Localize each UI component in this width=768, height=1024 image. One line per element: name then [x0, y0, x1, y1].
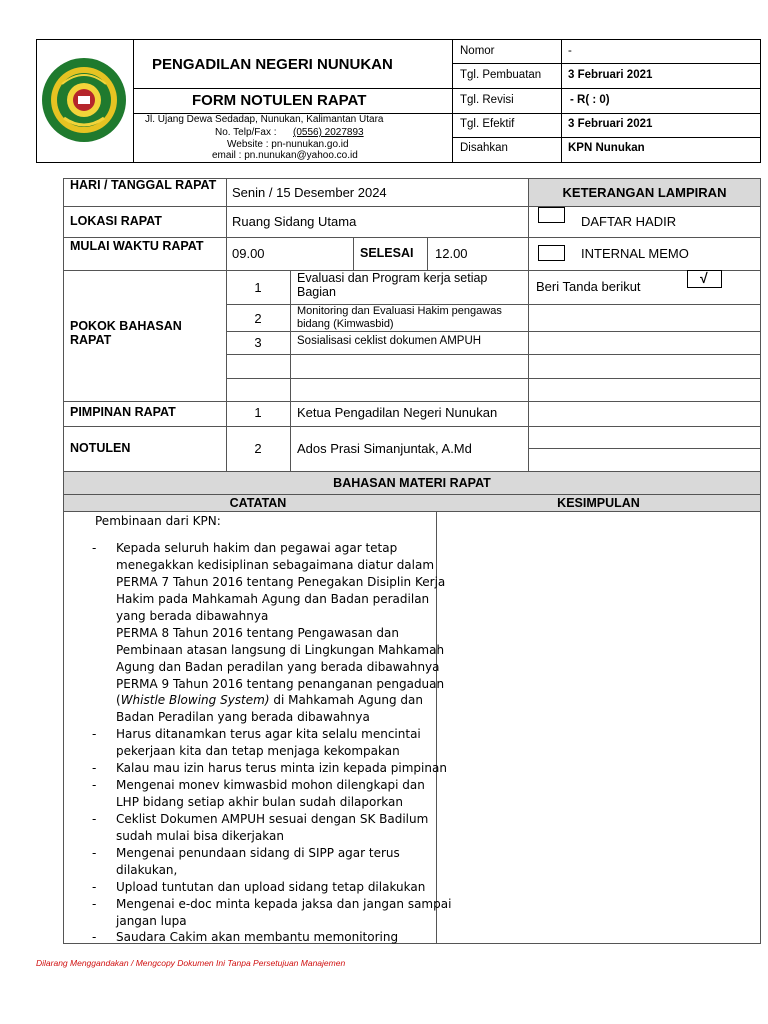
- leader-number: 1: [254, 405, 262, 420]
- start-time-label: MULAI WAKTU RAPAT: [70, 239, 204, 253]
- note-line-14: Kalau mau izin harus terus minta izin kepada pimpinan: [116, 761, 447, 775]
- note-line-7: Pembinaan atasan langsung di Lingkungan Mahkamah: [116, 643, 445, 657]
- note-line-10-rest: di Mahkamah Agung dan: [269, 693, 424, 707]
- bullet-7: -: [92, 880, 97, 894]
- meta-label-nomor: Nomor: [460, 45, 495, 57]
- bullet-3: -: [92, 761, 97, 775]
- mark-instruction: Beri Tanda berikut: [536, 279, 641, 294]
- notulen-label: NOTULEN: [70, 441, 131, 455]
- note-line-5: yang berada dibawahnya: [116, 609, 269, 623]
- internal-memo-label: INTERNAL MEMO: [581, 246, 689, 261]
- meta-label-revision: Tgl. Revisi: [460, 94, 514, 106]
- note-line-20: dilakukan,: [116, 863, 178, 877]
- meta-value-revision: - R( : 0): [570, 94, 610, 106]
- meta-label-approved: Disahkan: [460, 142, 508, 154]
- note-line-10-italic: Whistle Blowing System): [120, 693, 270, 707]
- location-value: Ruang Sidang Utama: [232, 214, 357, 229]
- court-seal-logo: [40, 56, 128, 144]
- bullet-1: -: [92, 541, 97, 555]
- note-line-24: Saudara Cakim akan membantu memonitoring: [116, 930, 399, 944]
- note-line-23: jangan lupa: [116, 914, 187, 928]
- meta-value-effective: 3 Februari 2021: [568, 118, 653, 130]
- footer-disclaimer: Dilarang Menggandakan / Mengcopy Dokumen Ini Tanpa Persetujuan Manajemen: [36, 958, 346, 968]
- attendance-list-label: DAFTAR HADIR: [581, 214, 677, 229]
- bullet-5: -: [92, 812, 97, 826]
- meta-value-created: 3 Februari 2021: [568, 69, 653, 81]
- notulen-number: 2: [254, 441, 262, 456]
- note-line-21: Upload tuntutan dan upload sidang tetap dilakukan: [116, 880, 426, 894]
- bullet-9: -: [92, 930, 97, 944]
- check-mark-icon: √: [700, 270, 708, 286]
- note-line-19: Mengenai penundaan sidang di SIPP agar terus: [116, 846, 400, 860]
- end-time-value: 12.00: [435, 246, 468, 261]
- location-label: LOKASI RAPAT: [70, 214, 162, 228]
- court-phone: (0556) 2027893: [293, 127, 364, 138]
- note-line-13: pekerjaan kita dan tetap menjaga kekompakan: [116, 744, 400, 758]
- topic-text-1: Evaluasi dan Program kerja setiap Bagian: [297, 271, 488, 299]
- attendance-list-checkbox[interactable]: [538, 207, 565, 223]
- note-line-6: PERMA 8 Tahun 2016 tentang Pengawasan dan: [116, 626, 399, 640]
- note-line-8: Agung dan Badan peradilan yang berada dibawahnya: [116, 660, 440, 674]
- court-email: email : pn.nunukan@yahoo.co.id: [212, 150, 358, 161]
- date-value: Senin / 15 Desember 2024: [232, 185, 387, 200]
- kesimpulan-header: KESIMPULAN: [557, 496, 640, 510]
- note-line-1: Kepada seluruh hakim dan pegawai agar tetap: [116, 541, 398, 555]
- note-line-9: PERMA 9 Tahun 2016 tentang penanganan pengaduan: [116, 677, 445, 691]
- note-line-2: menegakkan kedisiplinan sebagaimana diatur dalam: [116, 558, 435, 572]
- meta-value-approved: KPN Nunukan: [568, 142, 645, 154]
- note-line-10-open: (: [116, 693, 121, 707]
- date-label: HARI / TANGGAL RAPAT: [70, 178, 217, 192]
- bullet-2: -: [92, 727, 97, 741]
- court-address: Jl. Ujang Dewa Sedadap, Nunukan, Kalimantan Utara: [145, 114, 384, 125]
- institution-name: PENGADILAN NEGERI NUNUKAN: [152, 56, 393, 73]
- leader-label: PIMPINAN RAPAT: [70, 405, 176, 419]
- topic-text-2: Monitoring dan Evaluasi Hakim pengawas bidang (Kimwasbid): [297, 305, 502, 330]
- note-line-3: PERMA 7 Tahun 2016 tentang Penegakan Disiplin Kerja: [116, 575, 446, 589]
- materi-title: BAHASAN MATERI RAPAT: [333, 476, 491, 490]
- note-line-18: sudah mulai bisa dikerjakan: [116, 829, 284, 843]
- note-line-16: LHP bidang setiap akhir bulan sudah dilaporkan: [116, 795, 403, 809]
- note-line-11: Badan Peradilan yang berada dibawahnya: [116, 710, 370, 724]
- court-phone-label: No. Telp/Fax :: [215, 127, 277, 138]
- topic-number-1: 1: [254, 280, 262, 295]
- note-line-17: Ceklist Dokumen AMPUH sesuai dengan SK Badilum: [116, 812, 429, 826]
- catatan-header: CATATAN: [229, 496, 287, 510]
- bullet-4: -: [92, 778, 97, 792]
- leader-name: Ketua Pengadilan Negeri Nunukan: [297, 405, 498, 420]
- topic-text-3: Sosialisasi ceklist dokumen AMPUH: [297, 335, 482, 347]
- bullet-8: -: [92, 897, 97, 911]
- topic-number-2: 2: [254, 311, 262, 326]
- topic-number-3: 3: [254, 335, 262, 350]
- start-time-value: 09.00: [232, 246, 265, 261]
- notes-intro: Pembinaan dari KPN:: [95, 514, 221, 528]
- end-time-label: SELESAI: [360, 246, 414, 260]
- meta-label-effective: Tgl. Efektif: [460, 118, 515, 130]
- attachment-title: KETERANGAN LAMPIRAN: [562, 185, 727, 200]
- bullet-6: -: [92, 846, 97, 860]
- meta-value-nomor: -: [568, 45, 572, 57]
- note-line-22: Mengenai e-doc minta kepada jaksa dan jangan sampai: [116, 897, 452, 911]
- internal-memo-checkbox[interactable]: [538, 245, 565, 261]
- note-line-4: Hakim pada Mahkamah Agung dan Badan peradilan: [116, 592, 430, 606]
- form-title: FORM NOTULEN RAPAT: [192, 92, 367, 109]
- topic-label: POKOK BAHASAN RAPAT: [70, 319, 182, 347]
- notulen-name: Ados Prasi Simanjuntak, A.Md: [297, 441, 472, 456]
- note-line-12: Harus ditanamkan terus agar kita selalu mencintai: [116, 727, 421, 741]
- court-website: Website : pn-nunukan.go.id: [227, 139, 349, 150]
- note-line-10: [116, 692, 423, 709]
- note-line-15: Mengenai monev kimwasbid mohon dilengkapi dan: [116, 778, 425, 792]
- meta-label-created: Tgl. Pembuatan: [460, 69, 542, 81]
